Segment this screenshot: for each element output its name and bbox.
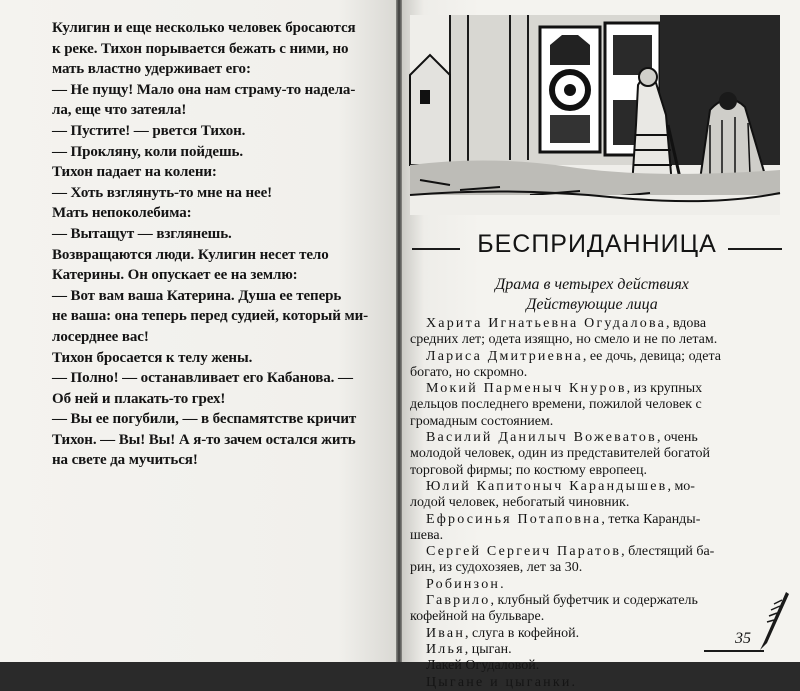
character-description: , очень bbox=[656, 430, 698, 446]
character-description: рин, из судохозяев, лет за 30. bbox=[410, 560, 583, 576]
character-description: шева. bbox=[410, 527, 444, 543]
character-description: , клубный буфетчик и содержатель bbox=[490, 593, 698, 609]
book-gutter bbox=[396, 0, 402, 662]
play-subtitle: Драма в четырех действиях bbox=[495, 276, 689, 293]
character-name: Лариса Дмитриевна bbox=[426, 348, 583, 364]
cast-list bbox=[410, 316, 780, 691]
cast-line bbox=[410, 397, 780, 413]
cast-line bbox=[410, 658, 780, 674]
left-page-text bbox=[52, 18, 387, 471]
character-name: Гаврило bbox=[426, 593, 491, 609]
title-rule-right bbox=[728, 248, 782, 250]
character-description: , мо- bbox=[667, 478, 695, 494]
text-line: Тихон падает на колени: bbox=[52, 164, 217, 181]
cast-line bbox=[410, 414, 780, 430]
character-description: торговой фирмы; по костюму европеец. bbox=[410, 462, 647, 478]
text-line: ла, еще что затеяла! bbox=[52, 102, 187, 119]
character-name: Цыгане и цыганки bbox=[426, 674, 572, 690]
text-line: — Прокляну, коли пойдешь. bbox=[52, 143, 244, 160]
character-description: громадным состоянием. bbox=[410, 413, 554, 429]
cast-line bbox=[410, 626, 780, 642]
text-line: Катерины. Он опускает ее на землю: bbox=[52, 267, 298, 284]
cast-line bbox=[410, 479, 780, 495]
cast-line bbox=[410, 609, 780, 625]
character-description: , блестящий ба- bbox=[621, 544, 715, 560]
character-name: Робинзон bbox=[426, 576, 501, 592]
text-line: — Не пущу! Мало она нам страму-то надела- bbox=[52, 81, 356, 98]
text-line: Кулигин и еще несколько человек бросаются bbox=[52, 20, 356, 36]
character-description: средних лет; одета изящно, но смело и не по летам. bbox=[410, 332, 718, 348]
cast-line bbox=[410, 528, 780, 544]
cast-line bbox=[410, 544, 780, 560]
text-line: Тихон бросается к телу жены. bbox=[52, 349, 253, 366]
character-description: , цыган. bbox=[464, 641, 512, 657]
character-description: Лакей Огудаловой. bbox=[426, 658, 540, 674]
theater-scene-illustration bbox=[410, 15, 780, 215]
cast-line bbox=[410, 512, 780, 528]
character-description: . bbox=[571, 674, 576, 690]
play-title-row bbox=[412, 230, 782, 266]
cast-line bbox=[410, 675, 780, 691]
character-description: дельцов последнего времени, пожилой человек с bbox=[410, 397, 702, 413]
cast-line bbox=[410, 316, 780, 332]
character-description: , вдова bbox=[666, 316, 707, 331]
page-number: 35 bbox=[735, 630, 751, 647]
cast-line bbox=[410, 593, 780, 609]
character-description: , из крупных bbox=[626, 381, 703, 397]
text-line: лосерднее вас! bbox=[52, 328, 149, 345]
character-description: богато, но скромно. bbox=[410, 364, 528, 380]
character-description: молодой человек, один из представителей богатой bbox=[410, 446, 711, 462]
cast-heading: Действующие лица bbox=[526, 296, 658, 313]
cast-line bbox=[410, 349, 780, 365]
text-line: не ваша: она теперь перед судией, который ми- bbox=[52, 308, 369, 325]
character-name: Юлий Капитоныч Карандышев bbox=[426, 478, 668, 494]
text-line: — Пустите! — рвется Тихон. bbox=[52, 122, 246, 139]
text-line: на свете да мучиться! bbox=[52, 452, 198, 469]
play-title: БЕСПРИДАННИЦА bbox=[477, 230, 717, 258]
character-description: , ее дочь, девица; одета bbox=[582, 348, 722, 364]
cast-line bbox=[410, 332, 780, 348]
text-line: — Вы ее погубили, — в беспамятстве кричит bbox=[52, 411, 357, 428]
character-name: Илья bbox=[426, 641, 465, 657]
character-name: Иван bbox=[426, 625, 466, 641]
character-description: лодой человек, небогатый чиновник. bbox=[410, 495, 630, 511]
text-line: — Хоть взглянуть-то мне на нее! bbox=[52, 184, 273, 201]
text-line: — Полно! — останавливает его Кабанова. — bbox=[52, 370, 353, 387]
cast-line bbox=[410, 560, 780, 576]
character-name: Василий Данилыч Вожеватов bbox=[426, 430, 657, 446]
text-line: — Вытащут — взглянешь. bbox=[52, 225, 232, 242]
cast-line bbox=[410, 381, 780, 397]
text-line: Возвращаются люди. Кулигин несет тело bbox=[52, 246, 329, 263]
quill-pen-icon bbox=[752, 590, 792, 652]
cast-line bbox=[410, 446, 780, 462]
character-name: Ефросинья Потаповна bbox=[426, 511, 602, 527]
text-line: мать властно удерживает его: bbox=[52, 61, 251, 78]
character-name: Сергей Сергеич Паратов bbox=[426, 544, 622, 560]
cast-line bbox=[410, 365, 780, 381]
cast-line bbox=[410, 463, 780, 479]
text-line: Мать непоколебима: bbox=[52, 205, 192, 222]
text-line: к реке. Тихон порывается бежать с ними, но bbox=[52, 40, 349, 57]
cast-line bbox=[410, 430, 780, 446]
character-description: . bbox=[500, 576, 504, 592]
character-description: кофейной на бульваре. bbox=[410, 609, 545, 625]
text-line: — Вот вам ваша Катерина. Душа ее теперь bbox=[52, 287, 342, 304]
text-line: Тихон. — Вы! Вы! А я-то зачем остался жить bbox=[52, 431, 356, 448]
text-line: Об ней и плакать-то грех! bbox=[52, 390, 226, 407]
cast-line bbox=[410, 577, 780, 593]
character-name: Мокий Парменыч Кнуров bbox=[426, 381, 627, 397]
character-name: Харита Игнатьевна Огудалова bbox=[426, 316, 667, 331]
cast-line bbox=[410, 495, 780, 511]
character-description: , тетка Каранды- bbox=[601, 511, 701, 527]
character-description: , слуга в кофейной. bbox=[465, 625, 580, 641]
